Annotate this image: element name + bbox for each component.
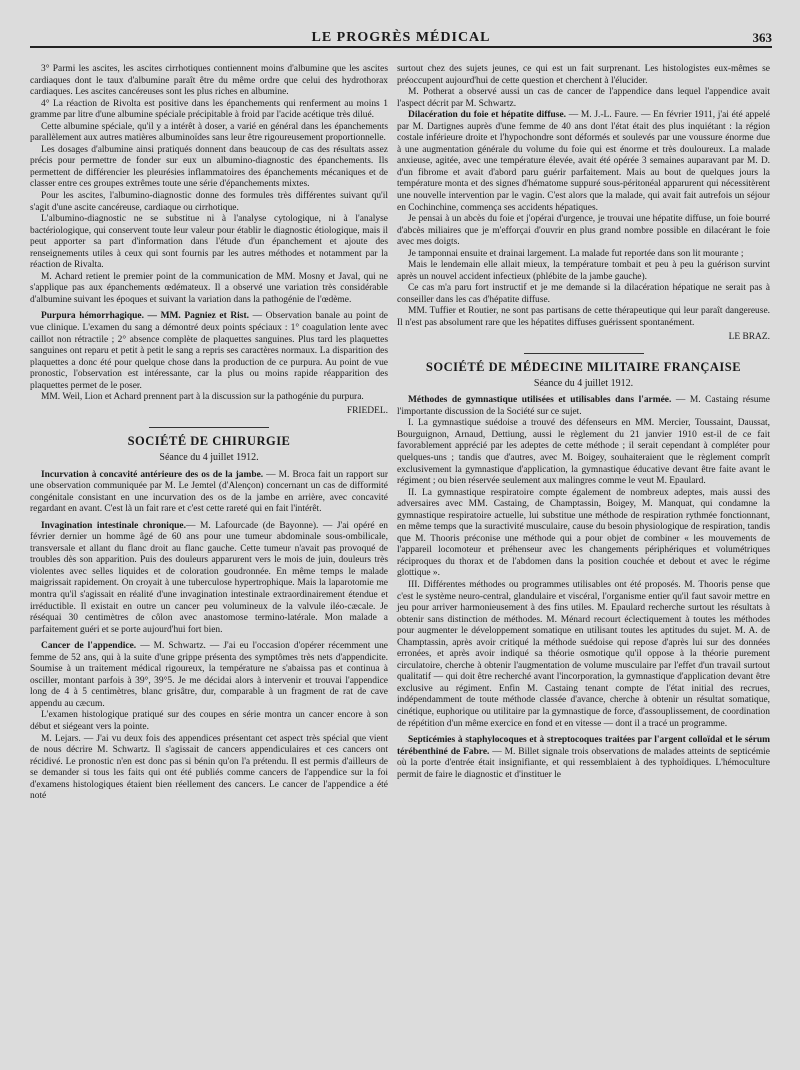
article-body: — M. J.-L. Faure. — En février 1911, j'ai été appelé par M. Dartignes auprès d'une femme de 40 ans dont l'état était des plus inquiétant : la région costale inférieure droite et l'hypochondre sont déformés et soulevés par une voussure énorme due à une augmentation générale du volume du foie qui est énorme et très douloureux. La malade anxieuse, agitée, avec une température élevée, avait été opérée 3 semaines auparavant par M. D. d'un fibrome et avait d'abord paru guérir parfaitement. Mais au bout de quelques jours la température monta et des signes d'hématome suppuré sous-péritonéal apparurent qui nécessitèrent une nouvelle intervention par le vagin. C'est alors que la malade, qui avait fait autrefois un séjour en Cochinchine, commença ses accidents hépatiques. [397, 110, 770, 213]
paragraph: MM. Tuffier et Routier, ne sont pas partisans de cette thérapeutique qui leur paraît dangereuse. Il n'est pas absolument rare que les hépatites diffuses guérissent spontanément. [397, 306, 770, 329]
article-heading: Septicémies à staphylocoques et à streptocoques traitées par l'argent colloïdal et le sérum térébenthiné de Fabre. [397, 735, 770, 757]
article-body: — M. Billet signale trois observations de malades atteints de septicémie où la porte d'entrée était insignifiante, et qui ressemblaient à des typhoïdiques. L'hémoculture permit de faire le diagnostic et d'instituer le [397, 746, 770, 780]
paragraph: MM. Weil, Lion et Achard prennent part à la discussion sur la pathogénie du purpura. [41, 392, 364, 403]
paragraph: M. Lejars. — J'ai vu deux fois des appendices présentant cet aspect très spécial que vient de nous décrire M. Schwartz. Il s'agissait de cancers appendiculaires et ces cancers ont récidivé. Le pronostic n'en est donc pas si bénin qu'on l'a prétendu. Il est permis d'ailleurs de se demander si tous les faits qui ont été publiés comme cancers de l'appendice sur la foi d'examens histologiques étaient bien réellement des cancers. Le cancer de l'appendice a été noté [30, 733, 388, 802]
article-incurvation [30, 470, 388, 516]
section-date: Séance du 4 juillet 1912. [533, 377, 634, 389]
article-heading: Purpura hémorrhagique. — MM. Pagniez et Rist. [41, 311, 249, 322]
article-heading: Méthodes de gymnastique utilisées et utilisables dans l'armée. [408, 395, 672, 406]
paragraph: surtout chez des sujets jeunes, ce qui est un fait surprenant. Les histologistes eux-mêmes se préoccupent aujourd'hui de cette question et cherchent à l'élucider. [397, 64, 770, 86]
section-divider [149, 427, 269, 428]
article-heading: Cancer de l'appendice. [41, 641, 137, 652]
section-title: SOCIÉTÉ DE MÉDECINE MILITAIRE FRANÇAISE [425, 360, 742, 375]
right-column [397, 64, 770, 781]
paragraph: L'albumino-diagnostic ne se substitue ni à l'analyse cytologique, ni à l'analyse bactériologique, qui conservent toute leur valeur pour établir le diagnostic étiologique, mais il peut apporter sa part d'information dans l'étude d'un épanchement et ajoute des renseignements utiles à ceux qui sont fournis par les autres méthodes et notamment par la réaction de Rivalta. [30, 214, 388, 271]
article-gymnastique [397, 395, 770, 418]
article-heading: Dilacération du foie et hépatite diffuse. [408, 110, 567, 121]
article-hepatite [397, 110, 770, 214]
paragraph: Je tamponnai ensuite et drainai largement. La malade fut reportée dans son lit mourante ; [408, 248, 744, 259]
paragraph: 3° Parmi les ascites, les ascites cirrhotiques contiennent moins d'albumine que les ascites cardiaques dont le taux d'albumine paraît être du même ordre que celui des hydrothorax cardiaques. Les ascites cancéreuses sont les plus riches en albumine. [30, 64, 388, 98]
paragraph: M. Achard retient le premier point de la communication de MM. Mosny et Javal, qui ne s'applique pas aux épanchements œdémateux. Il a observé une variation très considérable d'albumine suivant les époques et suivant la variation dans la pathogénie de l'œdème. [30, 271, 388, 305]
paragraph: M. Potherat a observé aussi un cas de cancer de l'appendice dans lequel l'appendice avait l'aspect décrit par M. Schwartz. [397, 87, 770, 109]
paragraph: Pour les ascites, l'albumino-diagnostic donne des formules très différentes suivant qu'il s'agit d'une ascite cancéreuse, cardiaque ou cirrhotique. [30, 191, 388, 213]
article-purpura [30, 311, 388, 392]
section-divider [524, 353, 644, 354]
article-body: — M. Schwartz. — J'ai eu l'occasion d'opérer récemment une femme de 52 ans, qui à la suite d'une grippe présenta des symptômes très nets d'appendicite. Soumise à un traitement médical rigoureux, la température ne s'abaissa pas et continua à osciller, montant parfois à 39°, 39°5. Je me décidai alors à intervenir et trouvai l'appendice long de 4 à 5 centimètres, blanc grisâtre, dur, comparable à un fragment de rat de cave appendu au cæcum. [30, 641, 388, 709]
journal-title: LE PROGRÈS MÉDICAL [311, 30, 491, 45]
paragraph: Je pensai à un abcès du foie et j'opérai d'urgence, je trouvai une hépatite diffuse, un foie bourré d'abcès miliaires que je m'efforçai d'ouvrir en plus grand nombre possible en dilacérant le foie avec mes doigts. [397, 214, 770, 248]
page-number: 363 [752, 30, 772, 45]
paragraph: 4° La réaction de Rivolta est positive dans les épanchements qui renferment au moins 1 gramme par litre d'une albumine spéciale précipitable à froid par l'acide acétique très dilué. [30, 98, 388, 121]
paragraph: L'examen histologique pratiqué sur des coupes en série montra un cancer encore à son début et siégeant vers la pointe. [30, 710, 388, 732]
author-signature: FRIEDEL. [346, 405, 388, 416]
paragraph: Ce cas m'a paru fort instructif et je me demande si la dilacération hépatique ne serait pas à conseiller dans les cas d'hépatite diffuse. [397, 283, 770, 305]
paragraph: III. Différentes méthodes ou programmes utilisables ont été proposés. M. Thooris pense que c'est le système neuro-central, glandulaire et viscéral, l'organisme entier qu'il faut savoir mettre en jeu pour arriver harmonieusement à des fins utiles. M. Epaulard recherche surtout les résultats à obtenir sans distinction de méthodes. M. Ménard recourt éclectiquement à toutes les méthodes pour augmenter le développement somatique en utilisant toutes les aptitudes du sujet. M. A. de Champtassin, après avoir critiqué la méthode suédoise qui repose d'après lui sur des données erronées, et après avoir indiqué sa théorie osmotique qu'il oppose à la théorie purement circulatoire, cherche à obtenir l'augmentation de volume musculaire par l'effet d'un travail surtout qualitatif — qui doit être recherché avant l'incorporation, la gymnastique d'application devant être exclusive au régiment. Enfin M. Castaing tenant compte de l'état initial des recrues, indépendamment de toute méthode classée d'avance, cherche à obtenir un résultat somatique, cinétique, euphorique ou utilitaire par la gymnastique de force, d'assouplissement, de coordination de répétition d'un même exercice en fond et en vitesse — dont il a tracé un programme. [397, 579, 770, 729]
article-cancer-appendice [30, 641, 388, 710]
article-septicemies [397, 735, 770, 781]
section-title: SOCIÉTÉ DE CHIRURGIE [127, 434, 291, 449]
article-body: — Observation banale au point de vue clinique. L'examen du sang a démontré deux points spéciaux : 1° coagulation lente avec caillot non rétractile ; 2° absence complète de plaquettes sanguines. Plus tard les plaquettes sanguines ont reparu et petit à petit le sang a repris ses caractères normaux. La disparition des plaquettes a donc été pour quelque chose dans la production de ce purpura. Au point de vue pronostic, l'observation est intéressante, car la plus ou moins rapide réapparition des plaquettes permet de le poser. [30, 311, 388, 391]
author-signature: LE BRAZ. [728, 331, 770, 342]
paragraph: II. La gymnastique respiratoire compte également de nombreux adeptes, mais aussi des adversaires avec MM. Castaing, de Champtassin, Boigey, M. Manquat, qui condamne la gymnastique respiratoire actuelle, lui substitue une méthode de respiration rythmée fonctionnant, en même temps que la suractivité musculaire, cause du besoin physiologique de respiration, tandis que M. Thooris préconise une méthode qui a pour objet de combiner « les mouvements de l'appareil locomoteur et préhenseur avec les changements périphériques et volumétriques réciproques du thorax et de l'abdomen dans la position couchée et debout et avec le régime glottique ». [397, 487, 770, 579]
article-body: — M. Lafourcade (de Bayonne). — J'ai opéré en février dernier un homme âgé de 60 ans pour une tumeur abdominale sous-ombilicale, transversale et allant du flanc droit au flanc gauche. Cette tumeur n'avait pas provoqué de troubles dès son apparition. Puis des douleurs apparurent vers le mois de juin, douleurs très violentes avec selles liquides et de coloration goudronnée. En même temps le malade maigrissait rapidement. On croyait à une tuberculose hypertrophique. Mais la laparotomie me montra qu'il s'agissait en réalité d'une invagination intestinale extraordinairement étendue et irréductible. Il existait en outre un cancer peu volumineux de la valvule iléo-cæcale. Je réséquai 30 centimètres de côlon avec anastomose termino-latérale. Mon malade a parfaitement guéri et se porte aujourd'hui fort bien. [30, 520, 388, 635]
article-body: — M. Broca fait un rapport sur une observation communiquée par M. Le Jemtel (d'Alençon) concernant un cas de difformité congénitale consistant en une incurvation des os de la jambe en arrière, avec concavité regardant en avant. C'est là un fait rare et c'est cette rareté qui en fait l'intérêt. [30, 469, 388, 515]
paragraph: Mais le lendemain elle allait mieux, la température tombait et peu à peu la guérison survint après un nouvel accident infectieux (phlébite de la jambe gauche). [397, 260, 770, 282]
article-heading: Invagination intestinale chronique. [41, 520, 186, 531]
paragraph: I. La gymnastique suédoise a trouvé des défenseurs en MM. Mercier, Toussaint, Daussat, Bourguignon, Arnaud, Dettiung, aussi le règlement du 21 janvier 1910 est-il de ce fait favorablement apprécié par les adeptes de cette méthode ; il serait cependant à compléter pour quelques-uns ; tandis que d'autres, avec M. Boigey, souhaiteraient que le règlement comprît exclusivement la gymnastique d'application, la gymnastique éducative devant être faite avant le régiment ; ou bien réservée seulement aux malingres comme le veut M. Epaulard. [397, 418, 770, 487]
article-heading: Incurvation à concavité antérieure des os de la jambe. [41, 469, 264, 480]
left-column [30, 64, 388, 803]
paragraph: Les dosages d'albumine ainsi pratiqués donnent dans beaucoup de cas des résultats assez précis pour permettre de fonder sur eux un albumino-diagnostic des épanchements. Ils permettent de différencier les pleurésies inflammatoires des épanchements mécaniques et de classer entre ces groupes extrêmes toute une série d'épanchements mixtes. [30, 144, 388, 190]
article-body: — M. Castaing résume l'importante discussion de la Société sur ce sujet. [397, 395, 770, 417]
section-date: Séance du 4 juillet 1912. [159, 451, 259, 463]
paragraph: Cette albumine spéciale, qu'il y a intérêt à doser, a varié en général dans les épanchements parallèlement aux autres matières albuminoïdes sans leur être rigoureusement proportionnelle. [30, 121, 388, 144]
page-header [30, 24, 772, 48]
article-invagination [30, 521, 388, 636]
